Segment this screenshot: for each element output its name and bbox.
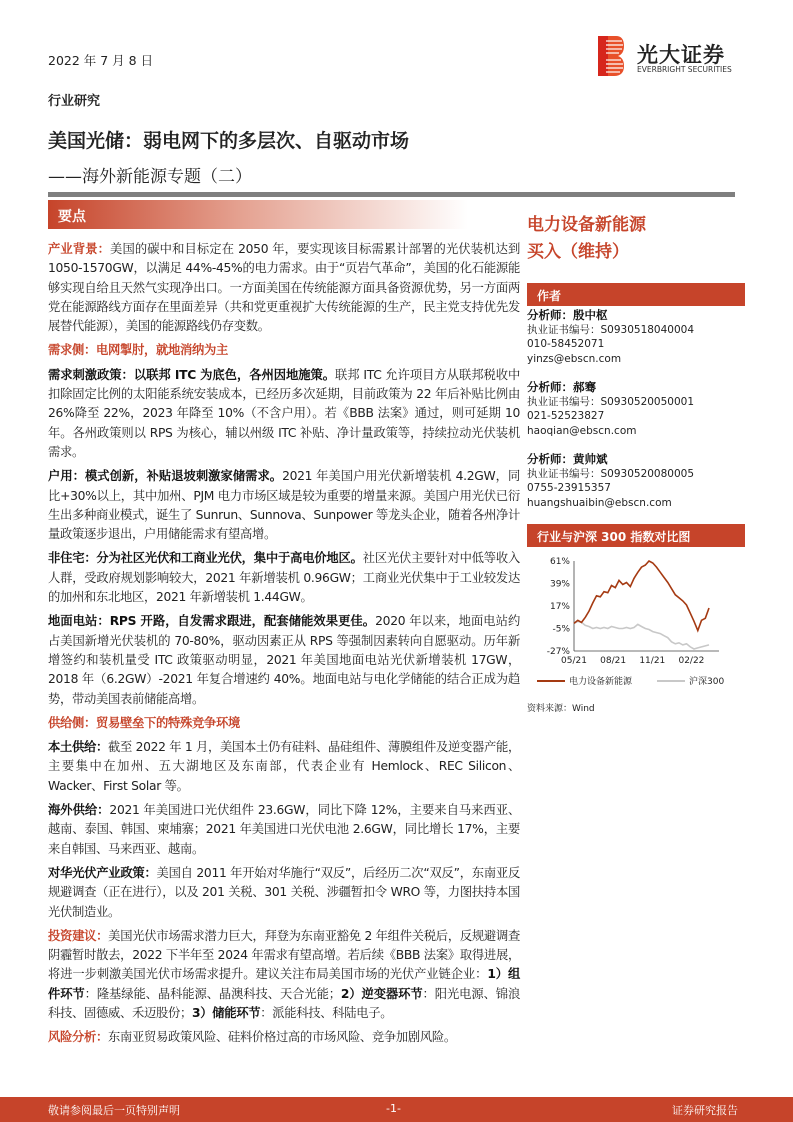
para-text: 联邦 ITC 允许项目方从联邦税收中扣除固定比例的太阳能系统安装成本，已经历多次延期，目前政策为 22 年后补贴比例由 26%降至 22%，2023 年降至 10%（不含户用）。若《BBB 法案》通过，则可延期 10 年。各州政策则以 RPS 为核心，辅以州级 ITC 补贴、净计量政策等，持续拉动光伏装机需求。	[48, 367, 520, 459]
para-heading: 对华光伏产业政策：	[48, 865, 157, 880]
sidebar	[527, 212, 745, 714]
para-text: ：隆基绿能、晶科能源、晶澳科技、天合光能；	[84, 986, 341, 1001]
section-heading-supply: 供给侧：贸易壁垒下的特殊竞争环境	[48, 715, 240, 730]
paragraph-china-policy	[48, 864, 520, 922]
para-bold: 1）组件环节	[48, 967, 520, 1001]
para-text: 2021 年美国进口光伏组件 23.6GW，同比下降 12%，主要来自马来西亚、越南、泰国、韩国、柬埔寨；2021 年美国进口光伏电池 2.6GW，同比增长 17%，主要来自韩国、马来西亚、越南。	[48, 803, 520, 856]
para-heading: 户用：模式创新，补贴退坡刺激家储需求。	[48, 469, 283, 484]
chart-title: 行业与沪深 300 指数对比图	[527, 524, 745, 547]
footer	[0, 1097, 793, 1122]
paragraph-risk	[48, 1028, 520, 1047]
footer-report-type: 证券研究报告	[672, 1104, 738, 1117]
paragraph-investment	[48, 927, 520, 1023]
chart-source: 资料来源：Wind	[527, 704, 595, 714]
report-subtitle: ——海外新能源专题（二）	[48, 167, 252, 187]
para-text: 东南亚贸易政策风险、硅料价格过高的市场风险、竞争加剧风险。	[108, 1030, 456, 1045]
analyst-phone: 0755-23915357	[527, 482, 611, 494]
everbright-logo-icon	[598, 36, 624, 76]
analyst-cert: 执业证书编号：S0930520050001	[527, 395, 695, 408]
key-points-body	[48, 240, 520, 1053]
analyst-email[interactable]: yinzs@ebscn.com	[527, 352, 622, 365]
analyst-email[interactable]: huangshuaibin@ebscn.com	[527, 496, 672, 509]
logo-text: 光大证券	[637, 43, 725, 67]
paragraph-residential	[48, 467, 520, 544]
para-heading: 非住宅：分为社区光伏和工商业光伏，集中于高电价地区。	[48, 551, 363, 566]
para-text: 美国的碳中和目标定在 2050 年，要实现该目标需累计部署的光伏装机达到 1050-1570GW，以满足 44%-45%的电力需求。由于“页岩气革命”，美国的化石能源能够实现自给且天然气实现净出口。一方面美国在传统能源方面具备资源优势，另一方面两党在能源路线方面存在里面差异（共和党更重视扩大传统能源的生产，民主党支持优先发展替代能源），美国的能源路线仍存变数。	[48, 242, 520, 334]
paragraph-non-residential	[48, 549, 520, 607]
analyst-name: 分析师：黄帅斌	[527, 452, 608, 466]
para-text: 2021 年美国户用光伏新增装机 4.2GW，同比+30%以上，其中加州、PJM 电力市场区域是较为重要的增量来源。美国户用光伏已衍生出多种商业模式，诞生了 Sunrun、Sunnova、Sunpower 等龙头企业，随着各州净计量政策逐步退出，户用储能需求有望高增。	[48, 469, 520, 542]
paragraph-utility	[48, 612, 520, 708]
para-text: 社区光伏主要针对中低等收入人群，受政府规划影响较大，2021 年新增装机 0.96GW；工商业光伏集中于工业较发达的加州和东北地区，2021 年新增装机 1.44GW。	[48, 551, 520, 605]
para-heading: 投资建议：	[48, 928, 109, 943]
analyst-name: 分析师：殷中枢	[527, 308, 608, 322]
para-heading: 风险分析：	[48, 1030, 108, 1045]
x-tick-label: 08/21	[600, 656, 627, 666]
divider	[48, 192, 735, 197]
x-tick-label: 11/21	[639, 656, 666, 666]
para-text: ：阳光电源、锦浪科技、固德威、禾迈股份；	[48, 986, 520, 1020]
para-heading: 产业背景：	[48, 242, 111, 256]
analyst-list	[527, 308, 745, 510]
paragraph-policy	[48, 366, 520, 462]
page-number: -1-	[386, 1102, 401, 1115]
analyst-card	[527, 380, 745, 438]
series-line	[574, 621, 709, 649]
index-comparison-chart	[527, 547, 745, 697]
section-heading-demand: 需求侧：电网掣肘，就地消纳为主	[48, 343, 228, 358]
legend-label: 沪深300	[689, 677, 725, 687]
para-text: 美国光伏市场需求潜力巨大，拜登为东南亚豁免 2 年组件关税后，反规避调查阴霾暂时散去，2022 下半年至 2024 年需求有望高增。若后续《BBB 法案》取得进展，将进一步刺激美国光伏市场需求提升。建议关注布局美国市场的光伏产业链企业：	[48, 928, 520, 982]
report-title: 美国光储：弱电网下的多层次、自驱动市场	[48, 130, 410, 152]
para-text: 2020 年以来，地面电站约占美国新增光伏装机的 70-80%，驱动因素正从 RPS 等强制因素转向自愿驱动。历年新增签约和装机量受 ITC 政策驱动明显，2021 年美国地面电站光伏新增装机 17GW，2018 年（6.2GW）-2021 年复合增速约 40%。地面电站与电化学储能的结合正成为趋势，带动美国表前储能高增。	[48, 614, 520, 706]
y-tick-label: 61%	[549, 557, 570, 567]
x-tick-label: 05/21	[561, 656, 587, 666]
analyst-phone: 010-58452071	[527, 338, 605, 350]
analyst-phone: 021-52523827	[527, 410, 605, 422]
paragraph-overseas-supply	[48, 801, 520, 859]
y-tick-label: 39%	[549, 579, 570, 590]
analyst-card	[527, 452, 745, 510]
legend-label: 电力设备新能源	[569, 677, 633, 687]
para-text: ：派能科技、科陆电子。	[260, 1005, 393, 1020]
para-text: 美国自 2011 年开始对华施行“双反”，后经历二次“双反”，东南亚反规避调查（正在进行），以及 201 关税、301 关税、涉疆暂扣令 WRO 等，力图扶持本国光伏制造业。	[48, 865, 520, 919]
sector-name: 电力设备新能源	[527, 215, 646, 235]
logo-subtext: EVERBRIGHT SECURITIES	[637, 65, 732, 74]
para-heading: 海外供给：	[48, 803, 110, 818]
y-tick-label: -27%	[546, 647, 570, 657]
y-tick-label: 17%	[549, 602, 570, 612]
analyst-name: 分析师：郝骞	[527, 380, 596, 394]
report-date: 2022 年 7 月 8 日	[48, 53, 154, 68]
para-heading: 需求刺激政策：以联邦 ITC 为底色，各州因地施策。	[48, 367, 336, 382]
footer-disclaimer: 敬请参阅最后一页特别声明	[48, 1104, 180, 1117]
analyst-card	[527, 308, 745, 366]
key-points-header: 要点	[48, 200, 468, 229]
para-bold: 3）储能环节	[191, 1005, 261, 1020]
analyst-cert: 执业证书编号：S0930520080005	[527, 467, 695, 480]
para-heading: 本土供给：	[48, 740, 108, 755]
series-line	[574, 561, 709, 631]
para-heading: 地面电站：RPS 开路，自发需求跟进，配套储能效果更佳。	[48, 614, 376, 629]
x-tick-label: 02/22	[678, 656, 705, 666]
report-category: 行业研究	[48, 94, 101, 109]
paragraph-industry-background	[48, 240, 520, 336]
rating: 买入（维持）	[527, 242, 629, 262]
paragraph-domestic-supply	[48, 738, 520, 796]
analyst-email[interactable]: haoqian@ebscn.com	[527, 424, 637, 437]
para-bold: 2）逆变器环节	[340, 986, 423, 1001]
authors-header: 作者	[527, 283, 745, 306]
para-text: 截至 2022 年 1 月，美国本土仍有硅料、晶硅组件、薄膜组件及逆变器产能，主要集中在加州、五大湖地区及东南部，代表企业有 Hemlock、REC Silicon、Wacker、First Solar 等。	[48, 740, 520, 793]
analyst-cert: 执业证书编号：S0930518040004	[527, 323, 695, 336]
y-tick-label: -5%	[552, 624, 570, 635]
